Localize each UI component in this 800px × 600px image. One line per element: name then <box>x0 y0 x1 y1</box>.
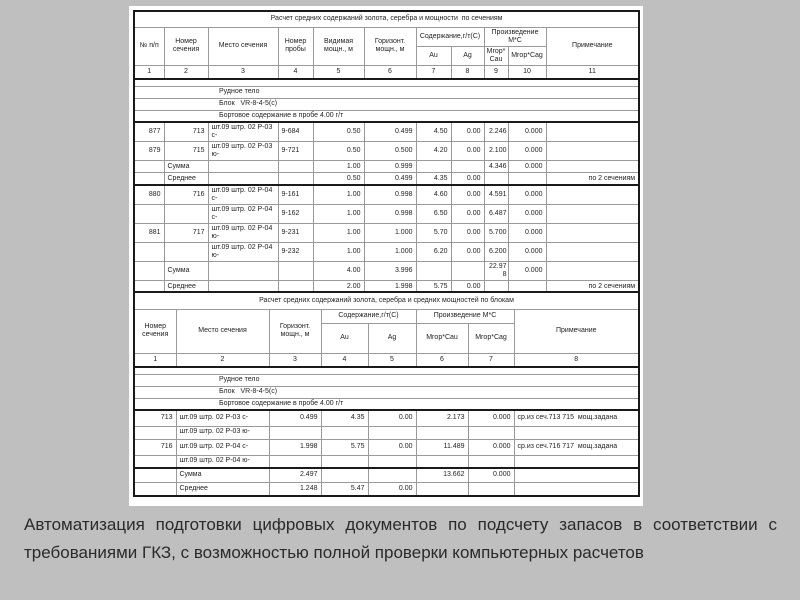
group-header-product: Произведение М*С <box>484 27 546 46</box>
cell: 6.487 <box>484 204 508 223</box>
cell: шт.09 штр. 02 Р-04 с- <box>176 439 269 455</box>
cell: 881 <box>134 224 164 243</box>
cell <box>134 79 639 86</box>
cell: 5.70 <box>416 224 451 243</box>
cell: 1.00 <box>313 243 364 262</box>
cell <box>321 426 368 439</box>
cell <box>134 243 164 262</box>
cell <box>321 468 368 482</box>
cell <box>134 204 164 223</box>
cell: шт.09 штр. 02 Р-03 с- <box>208 122 278 142</box>
sum-row <box>134 161 639 173</box>
col-header-num: № п/п <box>134 27 164 65</box>
cell: 716 <box>134 439 176 455</box>
cutoff-label: Бортовое содержание в пробе 4.00 г/т <box>134 398 639 410</box>
col-header-ag: Ag <box>451 46 484 65</box>
cell: 9-161 <box>278 185 313 205</box>
cell <box>368 426 416 439</box>
col-header-section: Номер сечения <box>134 309 176 353</box>
cell: 10 <box>508 65 546 79</box>
cell: 22.978 <box>484 262 508 281</box>
cell <box>134 262 164 281</box>
note-cell: ср.из сеч.713 715 мощ.задана <box>514 410 639 426</box>
col-header-visible-thickness: Видимая мощн., м <box>313 27 364 65</box>
cell <box>416 161 451 173</box>
cell <box>546 122 639 142</box>
cell: 6 <box>416 353 468 367</box>
note-cell: по 2 сечениям <box>546 281 639 293</box>
cell: 0.50 <box>313 173 364 185</box>
cell: 0.499 <box>364 122 416 142</box>
cell <box>451 161 484 173</box>
average-label: Среднее <box>164 173 208 185</box>
cell: 0.499 <box>364 173 416 185</box>
cell <box>451 262 484 281</box>
cell: 0.000 <box>508 161 546 173</box>
cell: 0.50 <box>313 122 364 142</box>
cell <box>134 455 176 468</box>
table1-title: Расчет средних содержаний золота, серебра и мощности по сечениям <box>134 11 639 27</box>
cell: 2 <box>176 353 269 367</box>
table-row <box>134 455 639 468</box>
cell <box>416 262 451 281</box>
cell: 1.000 <box>364 224 416 243</box>
cell <box>546 142 639 161</box>
table-row <box>134 224 639 243</box>
cell <box>134 367 639 374</box>
cell: 13.662 <box>416 468 468 482</box>
cell: 0.00 <box>451 122 484 142</box>
cell <box>269 455 321 468</box>
cell <box>468 482 514 496</box>
table-row <box>134 185 639 205</box>
header-row <box>134 309 639 323</box>
cell: 0.00 <box>368 439 416 455</box>
cell <box>514 468 639 482</box>
block-row <box>134 386 639 398</box>
cell: 4.50 <box>416 122 451 142</box>
cell: 5.47 <box>321 482 368 496</box>
cell: 0.00 <box>451 281 484 293</box>
cell: 6 <box>364 65 416 79</box>
col-header-au: Au <box>321 323 368 353</box>
table2-title: Расчет средних содержаний золота, серебра и средних мощностей по блокам <box>134 292 639 309</box>
cell: 0.000 <box>508 142 546 161</box>
average-label: Среднее <box>164 281 208 293</box>
cell: 717 <box>164 224 208 243</box>
cell <box>368 468 416 482</box>
cell <box>546 262 639 281</box>
table-row <box>134 122 639 142</box>
cell <box>546 204 639 223</box>
table-row <box>134 243 639 262</box>
cell <box>208 262 278 281</box>
cell: 1.00 <box>313 204 364 223</box>
cell: 4 <box>278 65 313 79</box>
cell: 0.00 <box>451 173 484 185</box>
cell: 1.998 <box>364 281 416 293</box>
table-row <box>134 439 639 455</box>
cell: 3 <box>208 65 278 79</box>
cell: шт.09 штр. 02 Р-04 с- <box>208 185 278 205</box>
average-label: Среднее <box>176 482 269 496</box>
cell <box>514 482 639 496</box>
col-header-note: Примечание <box>546 27 639 65</box>
cell: 9-684 <box>278 122 313 142</box>
cutoff-row <box>134 398 639 410</box>
cell <box>546 243 639 262</box>
table-row <box>134 410 639 426</box>
cell: 0.00 <box>451 185 484 205</box>
group-header-product: Произведение М*С <box>416 309 514 323</box>
col-header-mcag: Мгор*Сag <box>468 323 514 353</box>
cell <box>134 173 164 185</box>
cell: шт.09 штр. 02 Р-03 ю- <box>176 426 269 439</box>
cell <box>468 455 514 468</box>
block-label: Блок VR-8-4-5(с) <box>134 98 639 110</box>
cell: 9-162 <box>278 204 313 223</box>
ore-body-row <box>134 86 639 98</box>
cell: 4.35 <box>416 173 451 185</box>
cell: 8 <box>451 65 484 79</box>
cell: 1.998 <box>269 439 321 455</box>
cell <box>546 224 639 243</box>
cell: 880 <box>134 185 164 205</box>
cell: 0.000 <box>468 439 514 455</box>
cell: 4.20 <box>416 142 451 161</box>
column-numbers-row <box>134 65 639 79</box>
cell <box>321 455 368 468</box>
cell: 1.00 <box>313 224 364 243</box>
cell: шт.09 штр. 02 Р-04 ю- <box>176 455 269 468</box>
cell: 4.346 <box>484 161 508 173</box>
cell: шт.09 штр. 02 Р-04 с- <box>208 204 278 223</box>
cell <box>546 185 639 205</box>
blank-row <box>134 367 639 374</box>
cell <box>269 426 321 439</box>
cell: 1 <box>134 65 164 79</box>
col-header-note: Примечание <box>514 309 639 353</box>
cell: шт.09 штр. 02 Р-03 с- <box>176 410 269 426</box>
cell <box>208 173 278 185</box>
column-numbers-row <box>134 353 639 367</box>
block-row <box>134 98 639 110</box>
ore-body-label: Рудное тело <box>134 374 639 386</box>
cell: 11 <box>546 65 639 79</box>
col-header-place: Место сечения <box>208 27 278 65</box>
col-header-probe: Номер пробы <box>278 27 313 65</box>
cell <box>134 468 176 482</box>
ore-body-row <box>134 374 639 386</box>
cell: 2.00 <box>313 281 364 293</box>
sections-table <box>133 10 640 301</box>
cell <box>416 426 468 439</box>
cell: 0.499 <box>269 410 321 426</box>
cell: 0.000 <box>508 262 546 281</box>
cell: 5.75 <box>321 439 368 455</box>
cell: 0.00 <box>368 410 416 426</box>
table-title-row <box>134 11 639 27</box>
cell: 0.50 <box>313 142 364 161</box>
cell: 1.00 <box>313 161 364 173</box>
cell: 4.35 <box>321 410 368 426</box>
cell: 713 <box>134 410 176 426</box>
cell <box>468 426 514 439</box>
blocks-table <box>133 291 640 497</box>
table-row <box>134 204 639 223</box>
col-header-mcag: Мгор*Сag <box>508 46 546 65</box>
cell: 2.246 <box>484 122 508 142</box>
sum-label: Сумма <box>176 468 269 482</box>
cell: 0.00 <box>451 204 484 223</box>
col-header-horizontal-thickness: Горизонт. мощн., м <box>269 309 321 353</box>
cell: 0.500 <box>364 142 416 161</box>
col-header-mcau: Мгор*Сau <box>416 323 468 353</box>
note-cell: по 2 сечениям <box>546 173 639 185</box>
cell: 0.00 <box>451 224 484 243</box>
cell <box>514 426 639 439</box>
cell: 0.000 <box>508 122 546 142</box>
table-row <box>134 426 639 439</box>
cell <box>134 161 164 173</box>
cell: 0.000 <box>508 185 546 205</box>
sum-label: Сумма <box>164 161 208 173</box>
cell <box>484 173 508 185</box>
cell: 0.998 <box>364 185 416 205</box>
cell <box>278 161 313 173</box>
col-header-ag: Ag <box>368 323 416 353</box>
average-row <box>134 173 639 185</box>
cell: 6.50 <box>416 204 451 223</box>
cell: 0.00 <box>451 142 484 161</box>
cell: 0.000 <box>468 468 514 482</box>
cell <box>164 243 208 262</box>
cell: 9-721 <box>278 142 313 161</box>
cell <box>134 482 176 496</box>
cell: 6.20 <box>416 243 451 262</box>
cell: 1.248 <box>269 482 321 496</box>
cell <box>134 426 176 439</box>
cell: 1.000 <box>364 243 416 262</box>
cell: 8 <box>514 353 639 367</box>
cell <box>278 262 313 281</box>
cell <box>164 204 208 223</box>
cell <box>508 173 546 185</box>
col-header-section: Номер сечения <box>164 27 208 65</box>
blank-row <box>134 79 639 86</box>
cell: 2.100 <box>484 142 508 161</box>
cell <box>278 173 313 185</box>
cell: 0.999 <box>364 161 416 173</box>
table-row <box>134 142 639 161</box>
cell: 7 <box>468 353 514 367</box>
group-header-content: Содержание,г/т(С) <box>416 27 484 46</box>
cell <box>368 455 416 468</box>
block-label: Блок VR-8-4-5(с) <box>134 386 639 398</box>
cell: шт.09 штр. 02 Р-03 ю- <box>208 142 278 161</box>
cell: 4.60 <box>416 185 451 205</box>
group-header-content: Содержание,г/т(С) <box>321 309 416 323</box>
cell: 713 <box>164 122 208 142</box>
ore-body-label: Рудное тело <box>134 86 639 98</box>
cell: 11.489 <box>416 439 468 455</box>
cell: 5.75 <box>416 281 451 293</box>
cell: 0.000 <box>508 204 546 223</box>
cell <box>416 455 468 468</box>
cell: 4.00 <box>313 262 364 281</box>
sum-label: Сумма <box>164 262 208 281</box>
cell: 3 <box>269 353 321 367</box>
note-cell: ср.из сеч.716 717 мощ.задана <box>514 439 639 455</box>
cell: 2.497 <box>269 468 321 482</box>
average-row <box>134 482 639 496</box>
col-header-au: Au <box>416 46 451 65</box>
cell: 0.000 <box>508 224 546 243</box>
col-header-place: Место сечения <box>176 309 269 353</box>
cell: 5.700 <box>484 224 508 243</box>
cell: 877 <box>134 122 164 142</box>
cell <box>546 161 639 173</box>
cutoff-row <box>134 110 639 122</box>
cell: 0.998 <box>364 204 416 223</box>
cell: 0.00 <box>451 243 484 262</box>
header-row <box>134 27 639 46</box>
table-title-row <box>134 292 639 309</box>
cell: 9-231 <box>278 224 313 243</box>
cutoff-label: Бортовое содержание в пробе 4.00 г/т <box>134 110 639 122</box>
cell: 3.996 <box>364 262 416 281</box>
cell: 879 <box>134 142 164 161</box>
sum-row <box>134 468 639 482</box>
cell: 7 <box>416 65 451 79</box>
cell <box>514 455 639 468</box>
cell <box>208 161 278 173</box>
cell: 0.00 <box>368 482 416 496</box>
cell: 4 <box>321 353 368 367</box>
cell: 1 <box>134 353 176 367</box>
cell: шт.09 штр. 02 Р-04 ю- <box>208 243 278 262</box>
cell: 9 <box>484 65 508 79</box>
cell: 9-232 <box>278 243 313 262</box>
col-header-mcau: Мгор*Сau <box>484 46 508 65</box>
cell: 5 <box>368 353 416 367</box>
cell <box>416 482 468 496</box>
cell: 5 <box>313 65 364 79</box>
sum-row <box>134 262 639 281</box>
cell: 715 <box>164 142 208 161</box>
cell: 2 <box>164 65 208 79</box>
cell: 716 <box>164 185 208 205</box>
cell: 2.173 <box>416 410 468 426</box>
cell: шт.09 штр. 02 Р-04 ю- <box>208 224 278 243</box>
cell: 0.000 <box>508 243 546 262</box>
cell: 4.591 <box>484 185 508 205</box>
cell: 6.200 <box>484 243 508 262</box>
cell: 0.000 <box>468 410 514 426</box>
caption-text: Автоматизация подготовки цифровых документов по подсчету запасов в соответствии с требованиями ГКЗ, с возможностью полной проверки компьютерных расчетов <box>24 515 777 562</box>
col-header-horizontal-thickness: Горизонт. мощн., м <box>364 27 416 65</box>
cell: 1.00 <box>313 185 364 205</box>
